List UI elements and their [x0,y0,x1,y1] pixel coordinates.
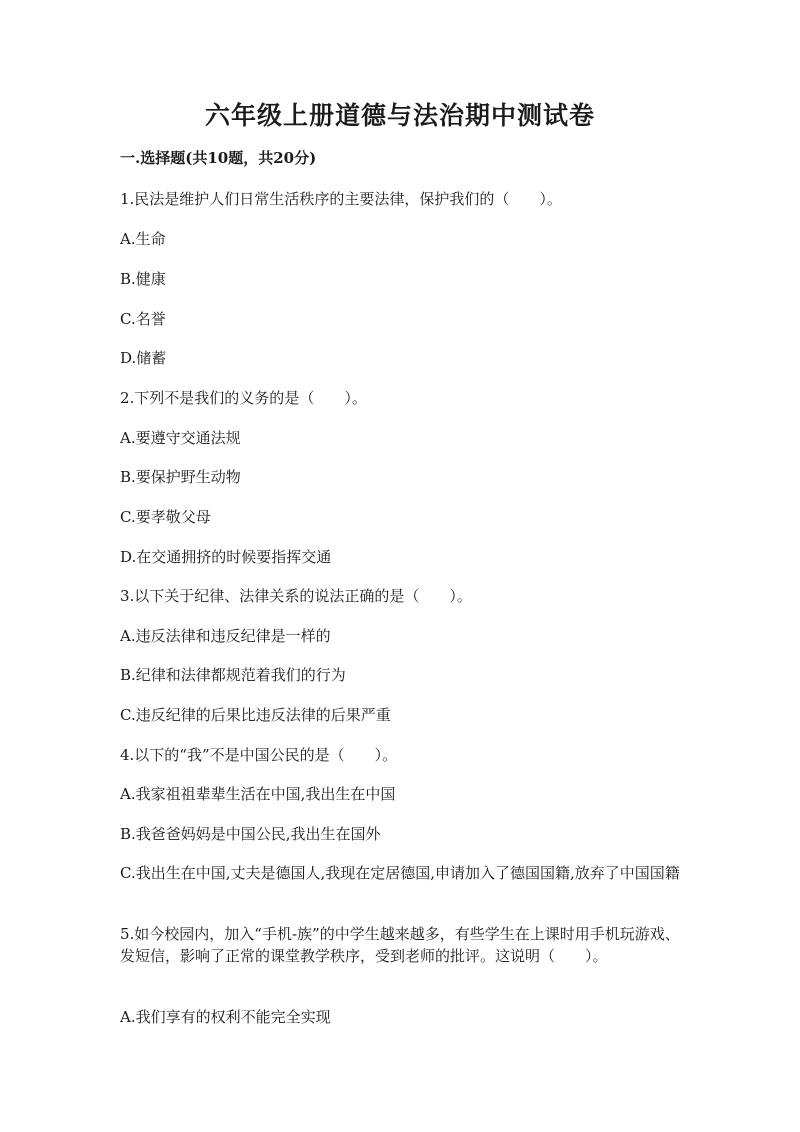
question-2-option-c: C.要孝敬父母 [120,508,211,526]
question-1-option-c: C.名誉 [120,310,166,328]
question-4-stem: 4.以下的“我”不是中国公民的是（ ）。 [120,746,398,764]
question-1-option-b: B.健康 [120,270,166,288]
question-2-stem: 2.下列不是我们的义务的是（ ）。 [120,389,367,407]
page-title: 六年级上册道德与法治期中测试卷 [204,101,595,130]
question-3-option-c: C.违反纪律的后果比违反法律的后果严重 [120,706,391,724]
question-4-option-a: A.我家祖祖辈辈生活在中国,我出生在中国 [120,785,396,803]
question-4-option-c: C.我出生在中国,丈夫是德国人,我现在定居德国,申请加入了德国国籍,放弃了中国国籍 [120,864,680,882]
question-2-option-d: D.在交通拥挤的时候要指挥交通 [120,548,332,566]
question-2-option-a: A.要遵守交通法规 [120,429,241,447]
question-3-option-a: A.违反法律和违反纪律是一样的 [120,627,331,645]
question-5-option-a: A.我们享有的权利不能完全实现 [120,1008,331,1026]
question-3-stem: 3.以下关于纪律、法律关系的说法正确的是（ ）。 [120,587,472,605]
question-1-option-d: D.储蓄 [120,349,167,367]
question-2-option-b: B.要保护野生动物 [120,468,241,486]
question-5-stem: 5.如今校园内，加入“手机-族”的中学生越来越多，有些学生在上课时用手机玩游戏、发短信，影响了正常的课堂教学秩序，受到老师的批评。这说明（ ）。 [120,925,680,965]
question-4-option-b: B.我爸爸妈妈是中国公民,我出生在国外 [120,825,381,843]
section-heading: 一.选择题(共10题，共20分) [120,149,317,167]
question-1-stem: 1.民法是维护人们日常生活秩序的主要法律，保护我们的（ ）。 [120,190,562,208]
question-3-option-b: B.纪律和法律都规范着我们的行为 [120,666,346,684]
question-1-option-a: A.生命 [120,230,166,248]
